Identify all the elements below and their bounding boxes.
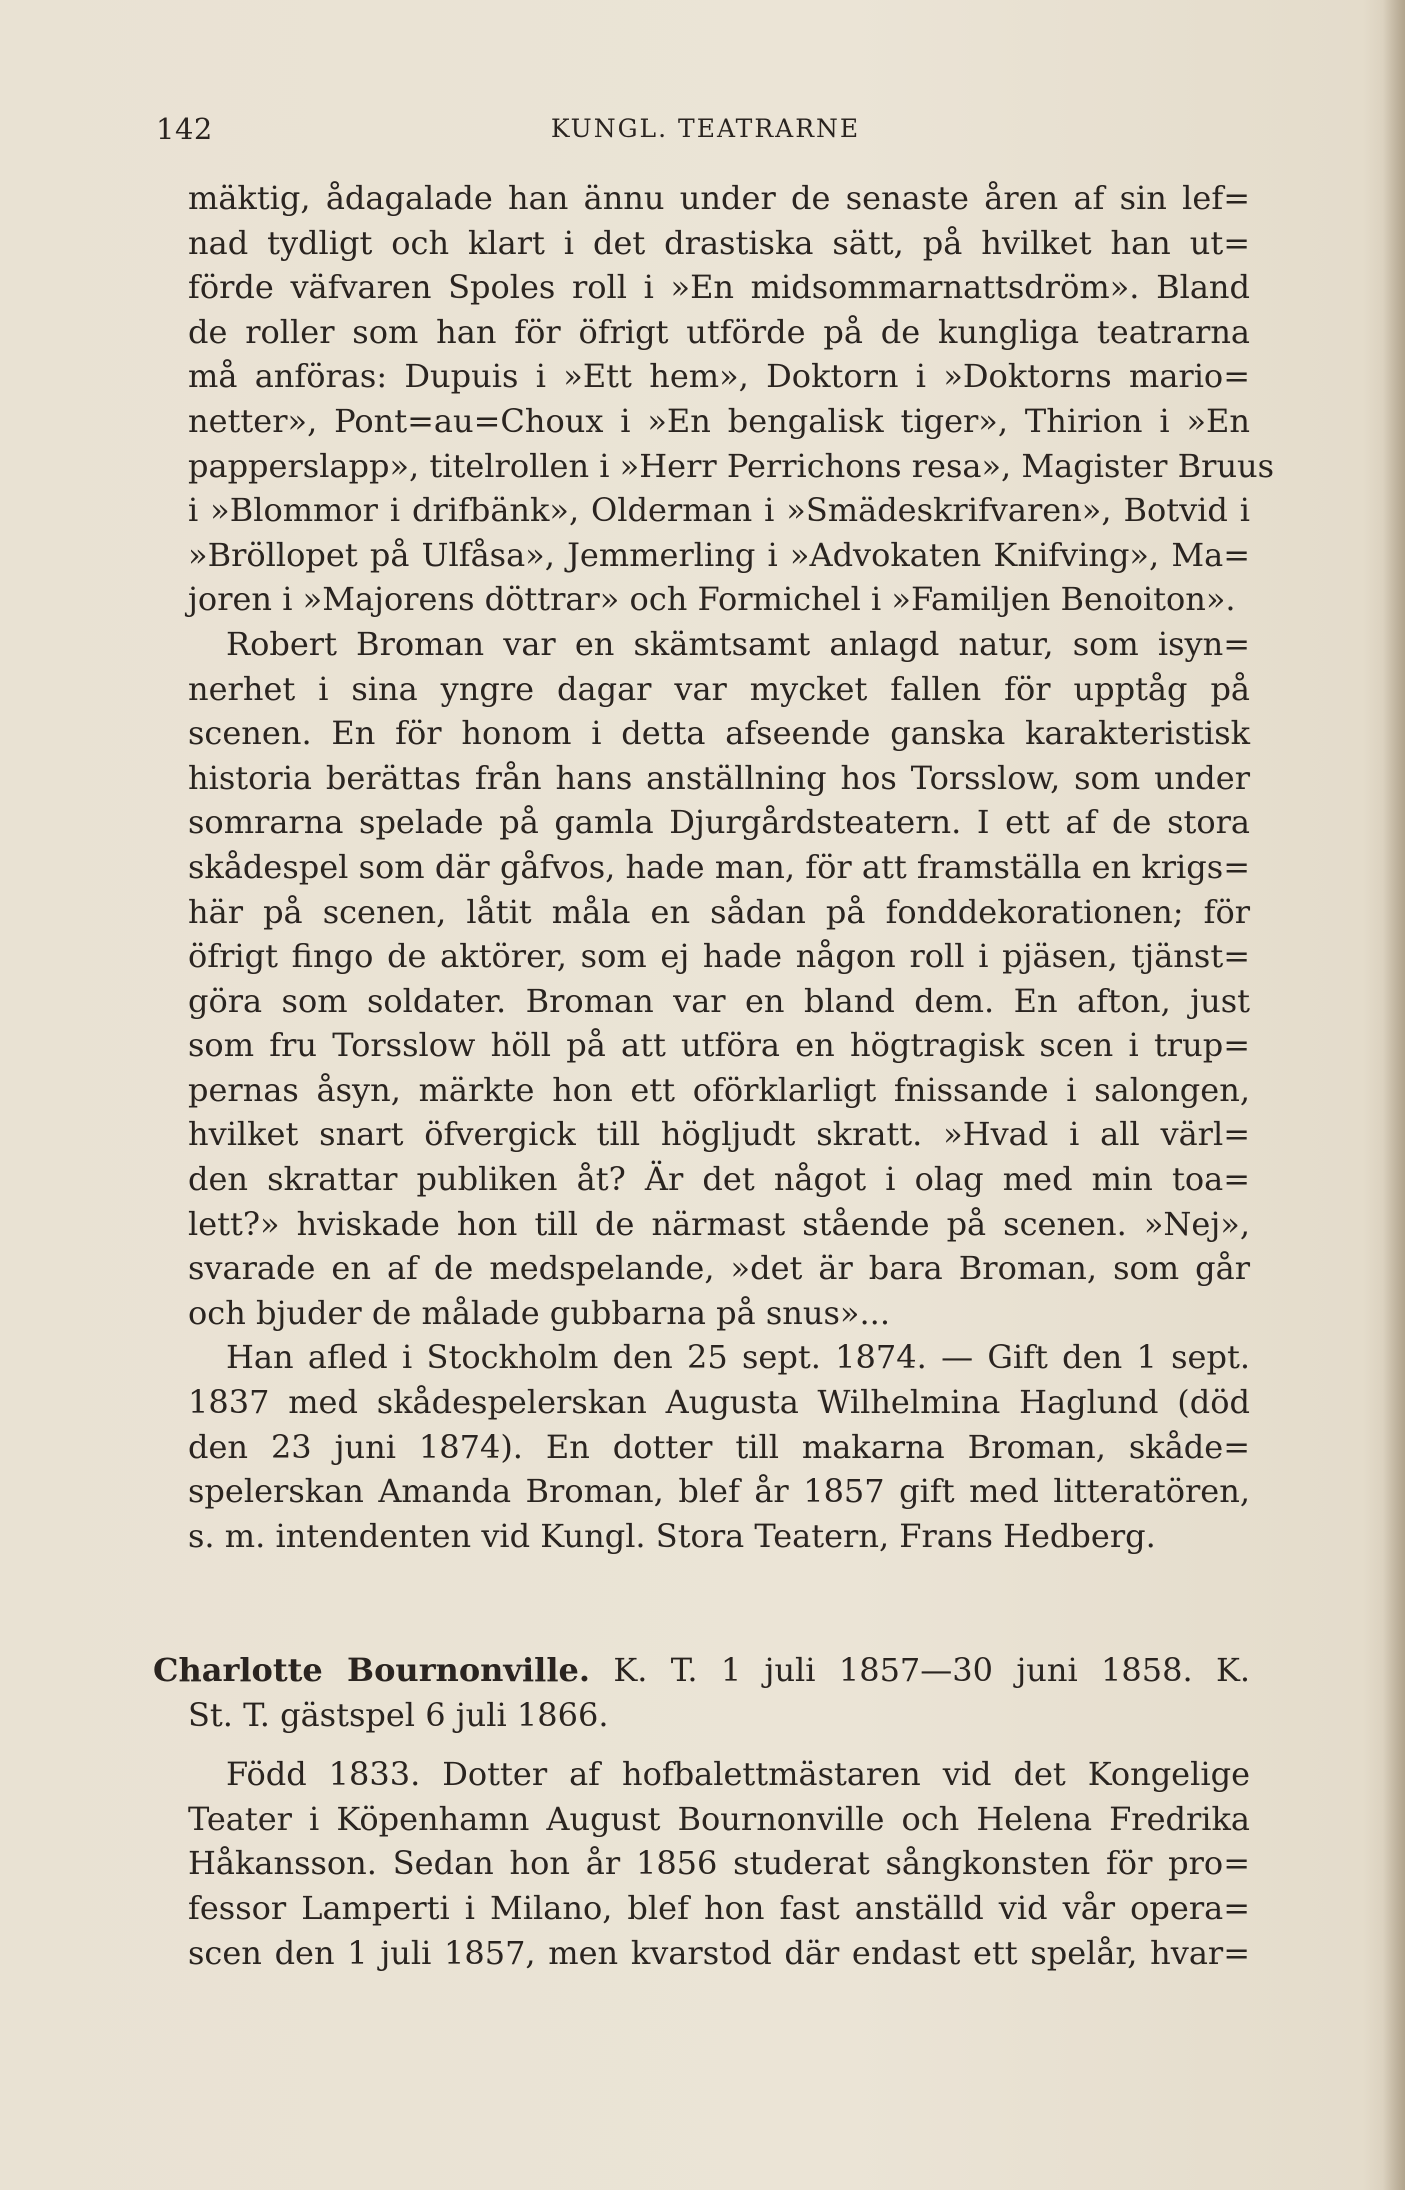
entry-heading-details: K. T. 1 juli 1857—30 juni 1858. K.: [613, 1651, 1251, 1689]
text-line: svarade en af de medspelande, »det är bara Broman, som går: [188, 1249, 1250, 1288]
text-line: öfrigt fingo de aktörer, som ej hade någon roll i pjäsen, tjänst=: [188, 937, 1250, 976]
text-line: nerhet i sina yngre dagar var mycket fallen för upptåg på: [188, 669, 1250, 708]
text-line: skådespel som där gåfvos, hade man, för att framställa en krigs=: [188, 847, 1250, 886]
text-line: hvilket snart öfvergick till högljudt skratt. »Hvad i all värl=: [188, 1115, 1250, 1154]
page-header: [153, 112, 1258, 148]
text-line: Teater i Köpenhamn August Bournonville och Helena Fredrika: [188, 1799, 1250, 1838]
text-line: netter», Pont=au=Choux i »En bengalisk tiger», Thirion i »En: [188, 401, 1250, 440]
text-line: historia berättas från hans anställning hos Torsslow, som under: [188, 758, 1250, 797]
text-line: Han afled i Stockholm den 25 sept. 1874. — Gift den 1 sept.: [226, 1338, 1250, 1377]
text-line: förde väfvaren Spoles roll i »En midsommarnattsdröm». Bland: [188, 268, 1250, 307]
text-line: somrarna spelade på gamla Djurgårdsteatern. I ett af de stora: [188, 803, 1250, 842]
page-edge-shadow: [1383, 0, 1405, 2190]
text-line: de roller som han för öfrigt utförde på de kungliga teatrarna: [188, 312, 1250, 351]
page-number: 142: [156, 112, 213, 146]
text-line: göra som soldater. Broman var en bland dem. En afton, just: [188, 981, 1250, 1020]
text-line: som fru Torsslow höll på att utföra en högtragisk scen i trup=: [188, 1026, 1250, 1065]
text-line: må anföras: Dupuis i »Ett hem», Doktorn i »Doktorns mario=: [188, 357, 1250, 396]
text-line: papperslapp», titelrollen i »Herr Perrichons resa», Magister Bruus: [188, 446, 1275, 485]
text-line: nad tydligt och klart i det drastiska sätt, på hvilket han ut=: [188, 223, 1250, 262]
text-line: i »Blommor i drifbänk», Olderman i »Smädeskrifvaren», Botvid i: [188, 491, 1250, 530]
entry-heading: [153, 1648, 1250, 1693]
text-line: Född 1833. Dotter af hofbalettmästaren vid det Kongelige: [226, 1755, 1250, 1794]
text-line: »Bröllopet på Ulfåsa», Jemmerling i »Advokaten Knifving», Ma=: [188, 535, 1250, 574]
text-line: s. m. intendenten vid Kungl. Stora Teatern, Frans Hedberg.: [188, 1516, 1156, 1555]
entry-name: Charlotte Bournonville.: [153, 1651, 590, 1689]
text-line: 1837 med skådespelerskan Augusta Wilhelmina Haglund (död: [188, 1383, 1250, 1422]
running-title: KUNGL. TEATRARNE: [550, 114, 861, 143]
entry-heading-continuation: St. T. gästspel 6 juli 1866.: [188, 1695, 609, 1734]
text-line: pernas åsyn, märkte hon ett oförklarligt fnissande i salongen,: [188, 1070, 1250, 1109]
text-line: här på scenen, låtit måla en sådan på fonddekorationen; för: [188, 892, 1250, 931]
text-line: Håkansson. Sedan hon år 1856 studerat sångkonsten för pro=: [188, 1844, 1250, 1883]
main-text-block: [188, 176, 1275, 1558]
biography-entry: [153, 1648, 1250, 1975]
text-line: scen den 1 juli 1857, men kvarstod där endast ett spelår, hvar=: [188, 1933, 1250, 1972]
entry-body: [153, 1752, 1250, 1975]
text-line: joren i »Majorens döttrar» och Formichel i »Familjen Benoiton».: [188, 580, 1236, 619]
text-line: scenen. En för honom i detta afseende ganska karakteristisk: [188, 714, 1250, 753]
text-line: spelerskan Amanda Broman, blef år 1857 gift med litteratören,: [188, 1472, 1250, 1511]
text-line: den skrattar publiken åt? Är det något i olag med min toa=: [188, 1160, 1250, 1199]
text-line: fessor Lamperti i Milano, blef hon fast anställd vid vår opera=: [188, 1888, 1250, 1927]
text-line: och bjuder de målade gubbarna på snus»...: [188, 1293, 890, 1332]
text-line: lett?» hviskade hon till de närmast stående på scenen. »Nej»,: [188, 1204, 1250, 1243]
text-line: Robert Broman var en skämtsamt anlagd natur, som isyn=: [226, 624, 1250, 663]
text-line: den 23 juni 1874). En dotter till makarna Broman, skåde=: [188, 1427, 1250, 1466]
text-line: mäktig, ådagalade han ännu under de senaste åren af sin lef=: [188, 179, 1250, 217]
